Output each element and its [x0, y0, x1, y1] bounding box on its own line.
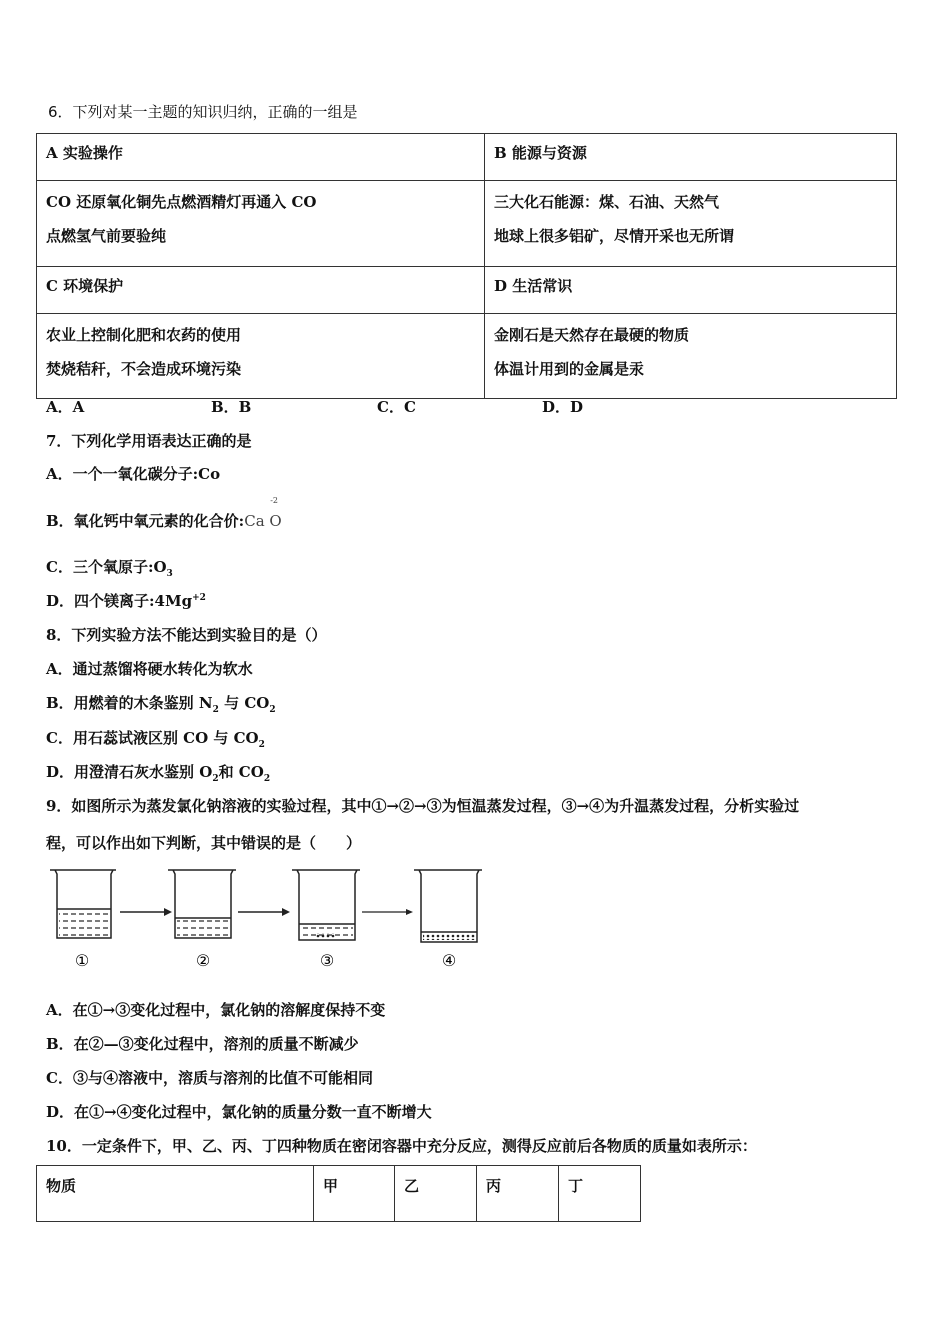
- cao-valence: -2: [270, 496, 279, 505]
- q8-option-b: [46, 692, 276, 715]
- q7-option-b-text: B．氧化钙中氧元素的化合价:: [46, 512, 245, 530]
- cao-ca: Ca: [244, 512, 265, 530]
- q8-title: 8．下列实验方法不能达到实验目的是（）: [46, 626, 327, 644]
- q8-d-sub1: 2: [212, 774, 219, 784]
- q7-option-b: [46, 496, 282, 531]
- q8-d-part1: D．用澄清石灰水鉴别 O: [46, 763, 213, 781]
- beaker-label-2: ②: [195, 951, 211, 970]
- q8-option-c: [46, 727, 265, 750]
- q9-line1: 9．如图所示为蒸发氯化钠溶液的实验过程，其中①→②→③为恒温蒸发过程，③→④为升温蒸发过程，分析实验过: [46, 797, 800, 815]
- q7-option-d: [46, 590, 206, 611]
- q6-cell-d-head: D 生活常识: [485, 267, 897, 314]
- q6-option-d: D．D: [542, 398, 584, 416]
- q6-option-c: C．C: [377, 398, 416, 416]
- beaker-2: [168, 870, 236, 938]
- arrow-2: [238, 908, 290, 916]
- q6-title: 6．下列对某一主题的知识归纳，正确的一组是: [48, 103, 358, 121]
- q10-title: 10．一定条件下，甲、乙、丙、丁四种物质在密闭容器中充分反应，测得反应前后各物质的质量如表所示：: [46, 1137, 757, 1155]
- q6-c-line1: 农业上控制化肥和农药的使用: [46, 326, 242, 344]
- q7-title: 7．下列化学用语表达正确的是: [46, 432, 252, 450]
- beaker-3: [292, 870, 360, 940]
- q10-header-jia: 甲: [314, 1166, 395, 1222]
- q6-a-line1: CO 还原氧化铜先点燃酒精灯再通入 CO: [46, 193, 317, 211]
- q6-d-line2: 体温计用到的金属是汞: [494, 360, 645, 378]
- q8-b-part2: 与 CO: [218, 694, 270, 712]
- q6-cell-a-head: A 实验操作: [37, 134, 485, 181]
- q8-c-sub: 2: [258, 740, 265, 750]
- q10-header-yi: 乙: [395, 1166, 477, 1222]
- beaker-1: [50, 870, 116, 938]
- q9-line2: 程，可以作出如下判断，其中错误的是（ ）: [46, 834, 362, 852]
- q7-option-a: A．一个一氧化碳分子:Co: [46, 465, 221, 483]
- q6-table: [36, 133, 897, 399]
- q10-header-bing: 丙: [477, 1166, 559, 1222]
- q6-b-line1: 三大化石能源：煤、石油、天然气: [494, 193, 720, 211]
- q8-b-sub2: 2: [269, 705, 276, 715]
- q6-c-line2: 焚烧秸秆，不会造成环境污染: [46, 360, 242, 378]
- q8-d-part2: 和 CO: [218, 763, 264, 781]
- q7-option-c-text: C．三个氧原子:O: [46, 558, 167, 576]
- q8-b-sub1: 2: [212, 705, 219, 715]
- beaker-label-1: ①: [74, 951, 90, 970]
- beaker-4: [414, 870, 482, 942]
- q6-cell-a-body: [37, 181, 485, 267]
- q6-option-b: B．B: [211, 398, 252, 416]
- q9-option-c: C．③与④溶液中，溶质与溶剂的比值不可能相同: [46, 1069, 373, 1087]
- cao-formula: [244, 496, 282, 530]
- q10-header-substance: 物质: [37, 1166, 314, 1222]
- arrow-1: [120, 908, 172, 916]
- q7-option-d-sup: +2: [192, 593, 206, 603]
- q6-cell-b-body: [485, 181, 897, 267]
- q6-a-line2: 点燃氢气前要验纯: [46, 227, 167, 245]
- q6-cell-c-head: C 环境保护: [37, 267, 485, 314]
- q6-b-line2: 地球上很多铝矿，尽情开采也无所谓: [494, 227, 735, 245]
- q6-d-line1: 金刚石是天然存在最硬的物质: [494, 326, 690, 344]
- q9-option-d: D．在①→④变化过程中，氯化钠的质量分数一直不断增大: [46, 1103, 432, 1121]
- beaker-label-4: ④: [441, 951, 457, 970]
- q8-c-part1: C．用石蕊试液区别 CO 与 CO: [46, 729, 259, 747]
- q8-d-sub2: 2: [263, 774, 271, 784]
- q6-cell-b-head: B 能源与资源: [485, 134, 897, 181]
- q8-option-d: [46, 761, 270, 784]
- q7-option-c: [46, 556, 173, 579]
- evaporation-diagram: [46, 862, 496, 978]
- q10-table: [36, 1165, 641, 1222]
- q9-option-a: A．在①→③变化过程中，氯化钠的溶解度保持不变: [46, 1001, 386, 1019]
- q8-option-a: A．通过蒸馏将硬水转化为软水: [46, 660, 253, 678]
- q6-option-a: A．A: [46, 398, 85, 416]
- q6-cell-c-body: [37, 314, 485, 399]
- beaker-label-3: ③: [319, 951, 335, 970]
- q9-option-b: B．在②—③变化过程中，溶剂的质量不断减少: [46, 1035, 359, 1053]
- q8-b-part1: B．用燃着的木条鉴别 N: [46, 694, 213, 712]
- q6-cell-d-body: [485, 314, 897, 399]
- cao-o: O: [269, 512, 282, 530]
- q7-option-d-text: D．四个镁离子:4Mg: [46, 592, 193, 610]
- arrow-3: [362, 909, 413, 915]
- q7-option-c-sub: 3: [166, 569, 173, 579]
- q10-header-ding: 丁: [559, 1166, 641, 1222]
